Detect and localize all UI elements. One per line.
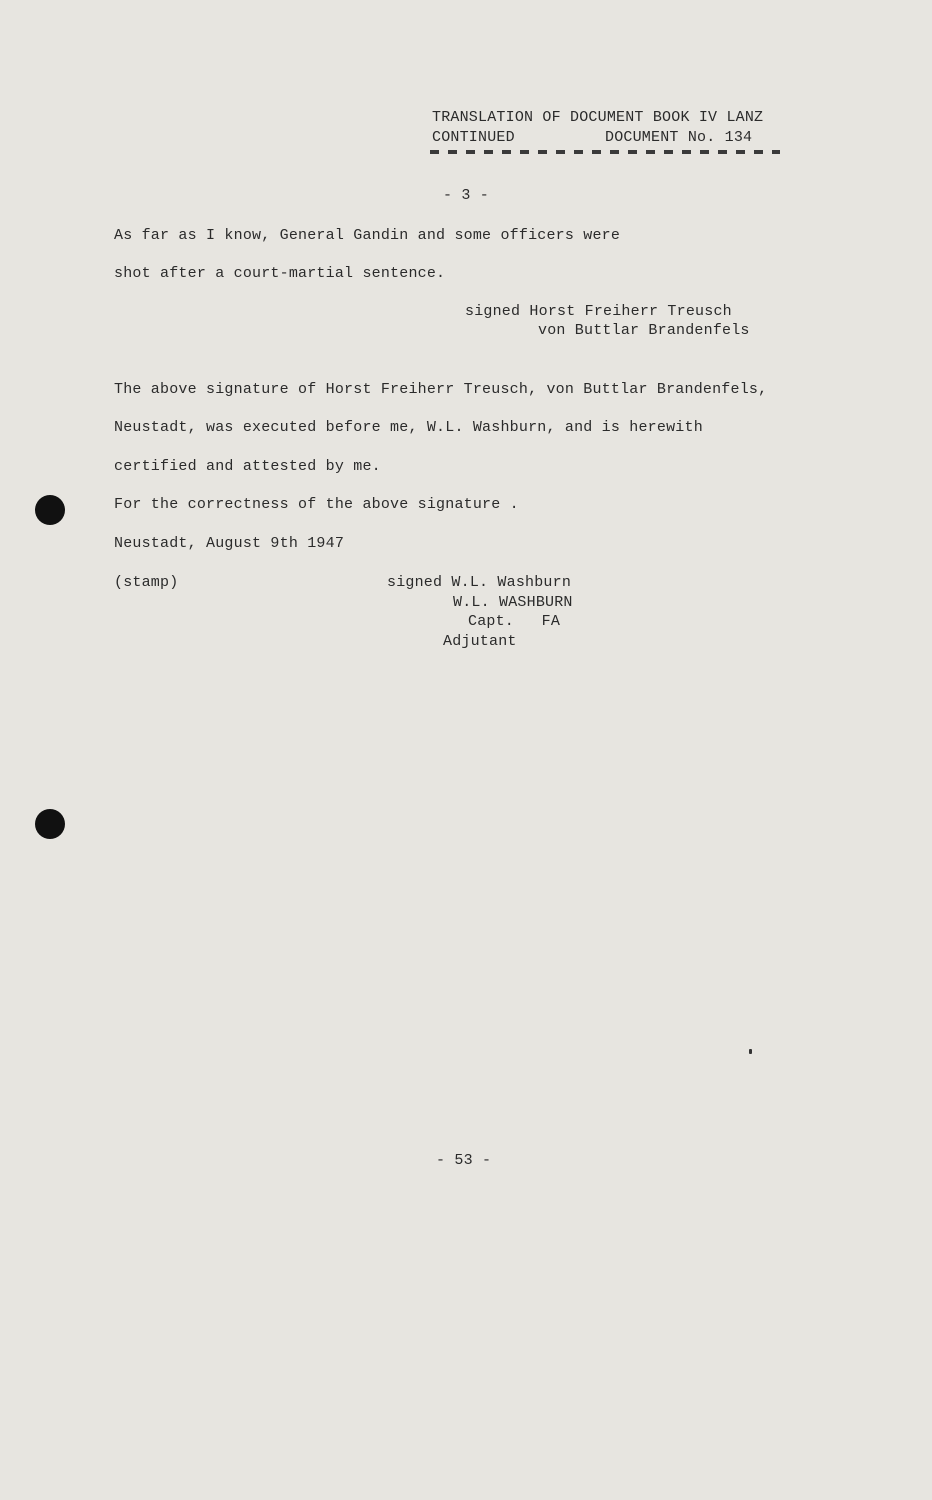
header-divider: [430, 150, 780, 154]
footer-page-number: - 53 -: [436, 1152, 492, 1169]
signature-name: W.L. WASHBURN: [453, 594, 573, 611]
header-document-number: DOCUMENT No. 134: [605, 129, 753, 146]
certification-line: The above signature of Horst Freiherr Treusch, von Buttlar Brandenfels,: [114, 381, 768, 398]
punch-hole-top: [35, 495, 65, 525]
punch-hole-bottom: [35, 809, 65, 839]
header-title: TRANSLATION OF DOCUMENT BOOK IV LANZ: [432, 109, 764, 126]
ink-speck: [749, 1049, 752, 1054]
signature-title: Adjutant: [443, 633, 517, 650]
stamp-note: (stamp): [114, 574, 179, 591]
header-continued: CONTINUED: [432, 129, 515, 146]
page-marker: - 3 -: [443, 187, 490, 204]
signature-line: signed Horst Freiherr Treusch: [465, 303, 732, 320]
date-line: Neustadt, August 9th 1947: [114, 535, 345, 552]
correctness-line: For the correctness of the above signature .: [114, 496, 519, 513]
paragraph-line: shot after a court-martial sentence.: [114, 265, 446, 282]
signature-line: von Buttlar Brandenfels: [538, 322, 750, 339]
paragraph-line: As far as I know, General Gandin and some officers were: [114, 227, 621, 244]
signature-line: signed W.L. Washburn: [387, 574, 572, 591]
certification-line: certified and attested by me.: [114, 458, 381, 475]
certification-line: Neustadt, was executed before me, W.L. Washburn, and is herewith: [114, 419, 703, 436]
signature-rank: Capt. FA: [468, 613, 561, 630]
